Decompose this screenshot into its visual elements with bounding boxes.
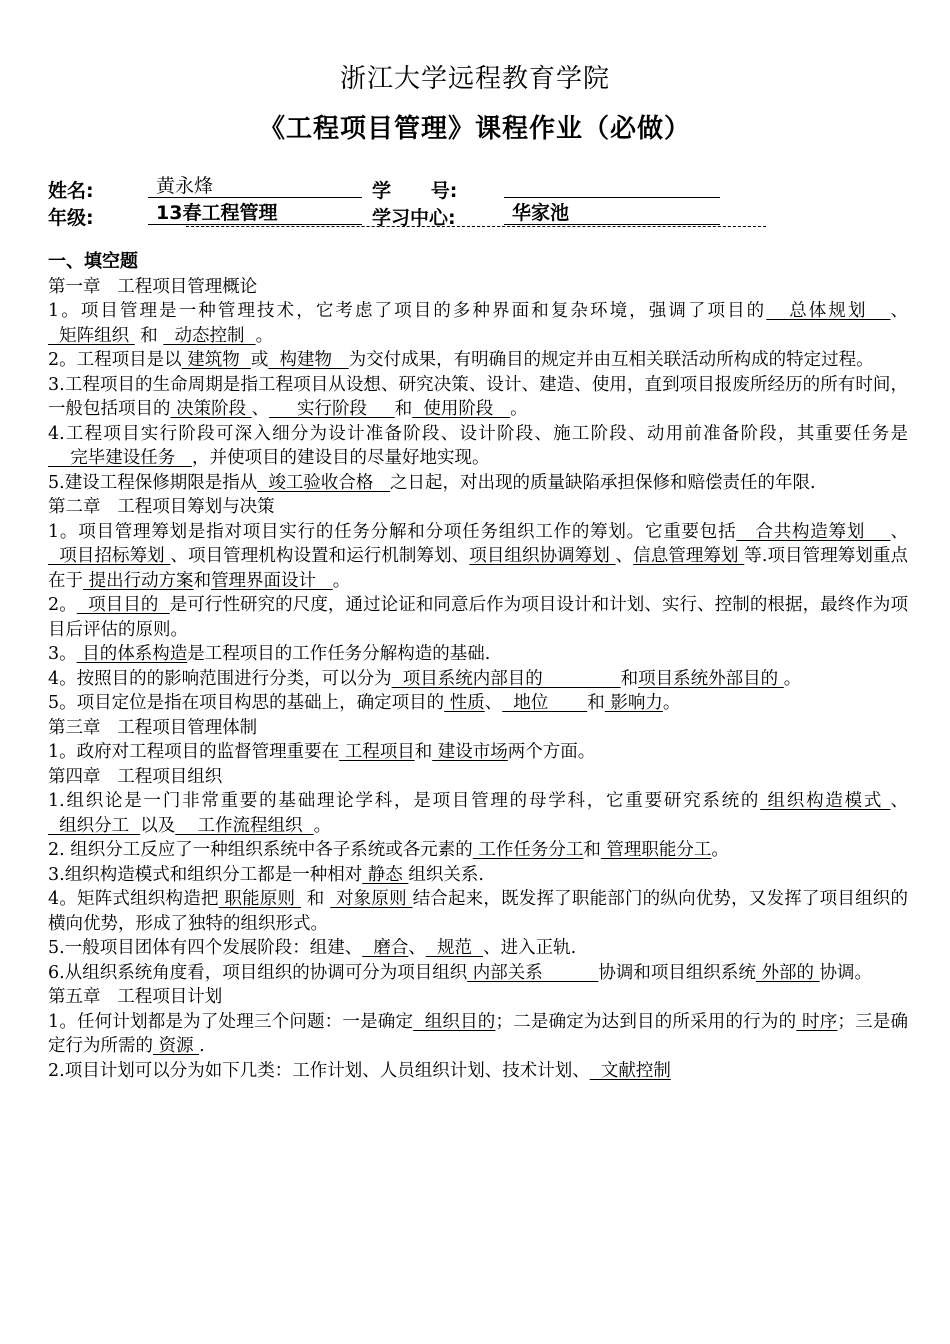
chapter-4-heading: 第四章 工程项目组织: [48, 766, 223, 787]
ch2-question-4: 4。按照目的的影响范围进行分类，可以分为 项目系统内部目的 和项目系统外部目的 。: [48, 668, 802, 689]
name-label: 姓名:: [48, 180, 94, 202]
ch4-question-5: 5.一般项目团体有四个发展阶段：组建、 磨合、 规范 、进入正轨.: [48, 938, 577, 958]
answer-blank: 职能原则: [218, 889, 301, 909]
ch1-question-4: 4.工程项目实行阶段可深入细分为设计准备阶段、设计阶段、施工阶段、动用前准备阶段，其重要任务是 完毕建设任务 ，并使项目的建设目的尽量好地实现。: [48, 423, 908, 468]
answer-blank: 动态控制: [163, 325, 256, 346]
answer-blank: 外部的: [755, 962, 820, 983]
ch3-question-1: 1。政府对工程项目的监督管理重要在 工程项目和 建设市场两个方面。: [48, 742, 596, 762]
chapter-5-heading: 第五章 工程项目计划: [48, 987, 223, 1007]
student-id-field[interactable]: [504, 174, 720, 198]
chapter-1-heading: 第一章 工程项目管理概论: [48, 276, 258, 297]
chapter-3-heading: 第三章 工程项目管理体制: [48, 717, 258, 738]
ch4-question-4: 4。矩阵式组织构造把 职能原则 和 对象原则 结合起来，既发挥了职能部门的纵向优势，又发挥了项目组织的横向优势，形成了独特的组织形式。: [48, 889, 908, 934]
answer-blank: 建设市场: [432, 742, 508, 762]
ch4-question-6: 6.从组织系统角度看，项目组织的协调可分为项目组织 内部关系 协调和项目组织系统 外部的 协调。: [48, 962, 873, 983]
answer-blank: 地位: [502, 693, 588, 713]
institution-title: 浙江大学远程教育学院: [339, 64, 610, 94]
ch4-question-3: 3.组织构造模式和组织分工都是一种相对 静态 组织关系.: [48, 864, 484, 885]
divider-dashed: [186, 226, 766, 227]
answer-blank: 文献控制: [589, 1060, 671, 1081]
answer-blank: 组织构造模式: [760, 791, 891, 811]
ch1-question-1: 1。项目管理是一种管理技术，它考虑了项目的多种界面和复杂环境，强调了项目的 总体规划 、 矩阵组织 和 动态控制 。: [48, 301, 908, 346]
answer-blank: 工作流程组织: [175, 815, 314, 836]
answer-blank: 对象原则: [330, 889, 413, 909]
answer-blank: 管理界面设计: [211, 570, 333, 591]
ch2-question-1: 1。项目管理筹划是指对项目实行的任务分解和分项任务组织工作的筹划。它重要包括 合共构造筹划 、 项目招标筹划 、项目管理机构设置和运行机制筹划、项目组织协调筹划 、信息管理筹划 等.项目管理筹划重点在于 提出行动方案和管理界面设计 。: [48, 521, 909, 591]
ch1-question-2: 2。工程项目是以 建筑物 或 构建物 为交付成果，有明确目的规定并由互相关联活动所构成的特定过程。: [48, 350, 874, 370]
ch2-question-3: 3。 目的体系构造是工程项目的工作任务分解构造的基础.: [48, 644, 491, 664]
section-heading: 一、填空题: [48, 251, 138, 272]
answer-blank: 内部关系: [467, 962, 599, 983]
answer-blank: 目的体系构造: [76, 644, 188, 664]
answer-blank: 项目目的: [76, 595, 170, 615]
answer-blank: 建筑物: [181, 350, 251, 370]
assignment-body: [48, 250, 908, 1083]
answer-blank: 提出行动方案: [83, 570, 194, 591]
study-center-field[interactable]: 华家池: [504, 201, 720, 225]
answer-blank: 磨合: [362, 938, 409, 958]
chapter-2-heading: 第二章 工程项目筹划与决策: [48, 497, 275, 517]
answer-blank: 使用阶段: [412, 399, 511, 419]
answer-blank: 资源: [153, 1036, 200, 1056]
answer-blank: 管理职能分工: [600, 840, 712, 860]
answer-blank: 决策阶段: [170, 399, 252, 419]
ch2-question-2: 2。 项目目的 是可行性研究的尺度，通过论证和同意后作为项目设计和计划、实行、控制的根据，最终作为项目后评估的原则。: [48, 595, 908, 640]
answer-blank: 组织目的: [413, 1011, 496, 1032]
name-field[interactable]: 黄永烽: [148, 174, 362, 198]
answer-blank: 性质: [444, 693, 485, 713]
answer-blank: 信息管理筹划: [633, 546, 745, 566]
answer-blank: 规范: [425, 938, 484, 958]
answer-blank: 构建物: [268, 350, 349, 370]
ch4-question-2: 2. 组织分工反应了一种组织系统中各子系统或各元素的 工作任务分工和 管理职能分工。: [48, 840, 729, 860]
ch2-question-5: 5。项目定位是指在项目构思的基础上，确定项目的 性质、 地位 和 影响力。: [48, 693, 681, 713]
answer-blank: 合共构造筹划: [736, 521, 891, 542]
student-id-label: 学 号:: [372, 180, 458, 202]
answer-blank: 项目招标筹划: [48, 546, 171, 566]
answer-blank: 完毕建设任务: [48, 448, 192, 468]
grade-field[interactable]: 13春工程管理: [148, 201, 362, 225]
ch1-question-5: 5.建设工程保修期限是指从 竣工验收合格 之日起，对出现的质量缺陷承担保修和赔偿责任的年限.: [48, 472, 816, 493]
answer-blank: 时序: [796, 1011, 838, 1032]
course-title: 《工程项目管理》课程作业（必做）: [258, 114, 691, 144]
answer-blank: 竣工验收合格: [257, 472, 391, 493]
answer-blank: 矩阵组织: [48, 325, 135, 346]
ch1-question-3: 3.工程项目的生命周期是指工程项目从设想、研究决策、设计、建造、使用，直到项目报废所经历的所有时间，一般包括项目的 决策阶段 、 实行阶段 和 使用阶段 。: [48, 374, 908, 419]
answer-blank: 工程项目: [339, 742, 415, 762]
answer-blank: 实行阶段: [269, 399, 395, 419]
answer-blank: 项目组织协调筹划: [469, 546, 616, 566]
ch4-question-1: 1.组织论是一门非常重要的基础理论学科，是项目管理的母学科，它重要研究系统的 组织构造模式 、 组织分工 以及 工作流程组织 。: [48, 791, 908, 836]
answer-blank: 工作任务分工: [472, 840, 584, 860]
answer-blank: 项目系统外部目的: [638, 668, 784, 689]
answer-blank: 项目系统内部目的: [391, 668, 621, 689]
answer-blank: 总体规划: [766, 301, 891, 321]
study-center-label: 学习中心:: [372, 207, 456, 229]
answer-blank: 影响力: [604, 693, 663, 713]
answer-blank: 静态: [362, 864, 409, 885]
grade-label: 年级:: [48, 207, 94, 229]
ch5-question-1: 1。任何计划都是为了处理三个问题：一是确定 组织目的；二是确定为达到目的所采用的行为的 时序；三是确定行为所需的 资源 .: [48, 1011, 909, 1056]
answer-blank: 组织分工: [48, 815, 141, 836]
ch5-question-2: 2.项目计划可以分为如下几类：工作计划、人员组织计划、技术计划、 文献控制: [48, 1060, 671, 1081]
